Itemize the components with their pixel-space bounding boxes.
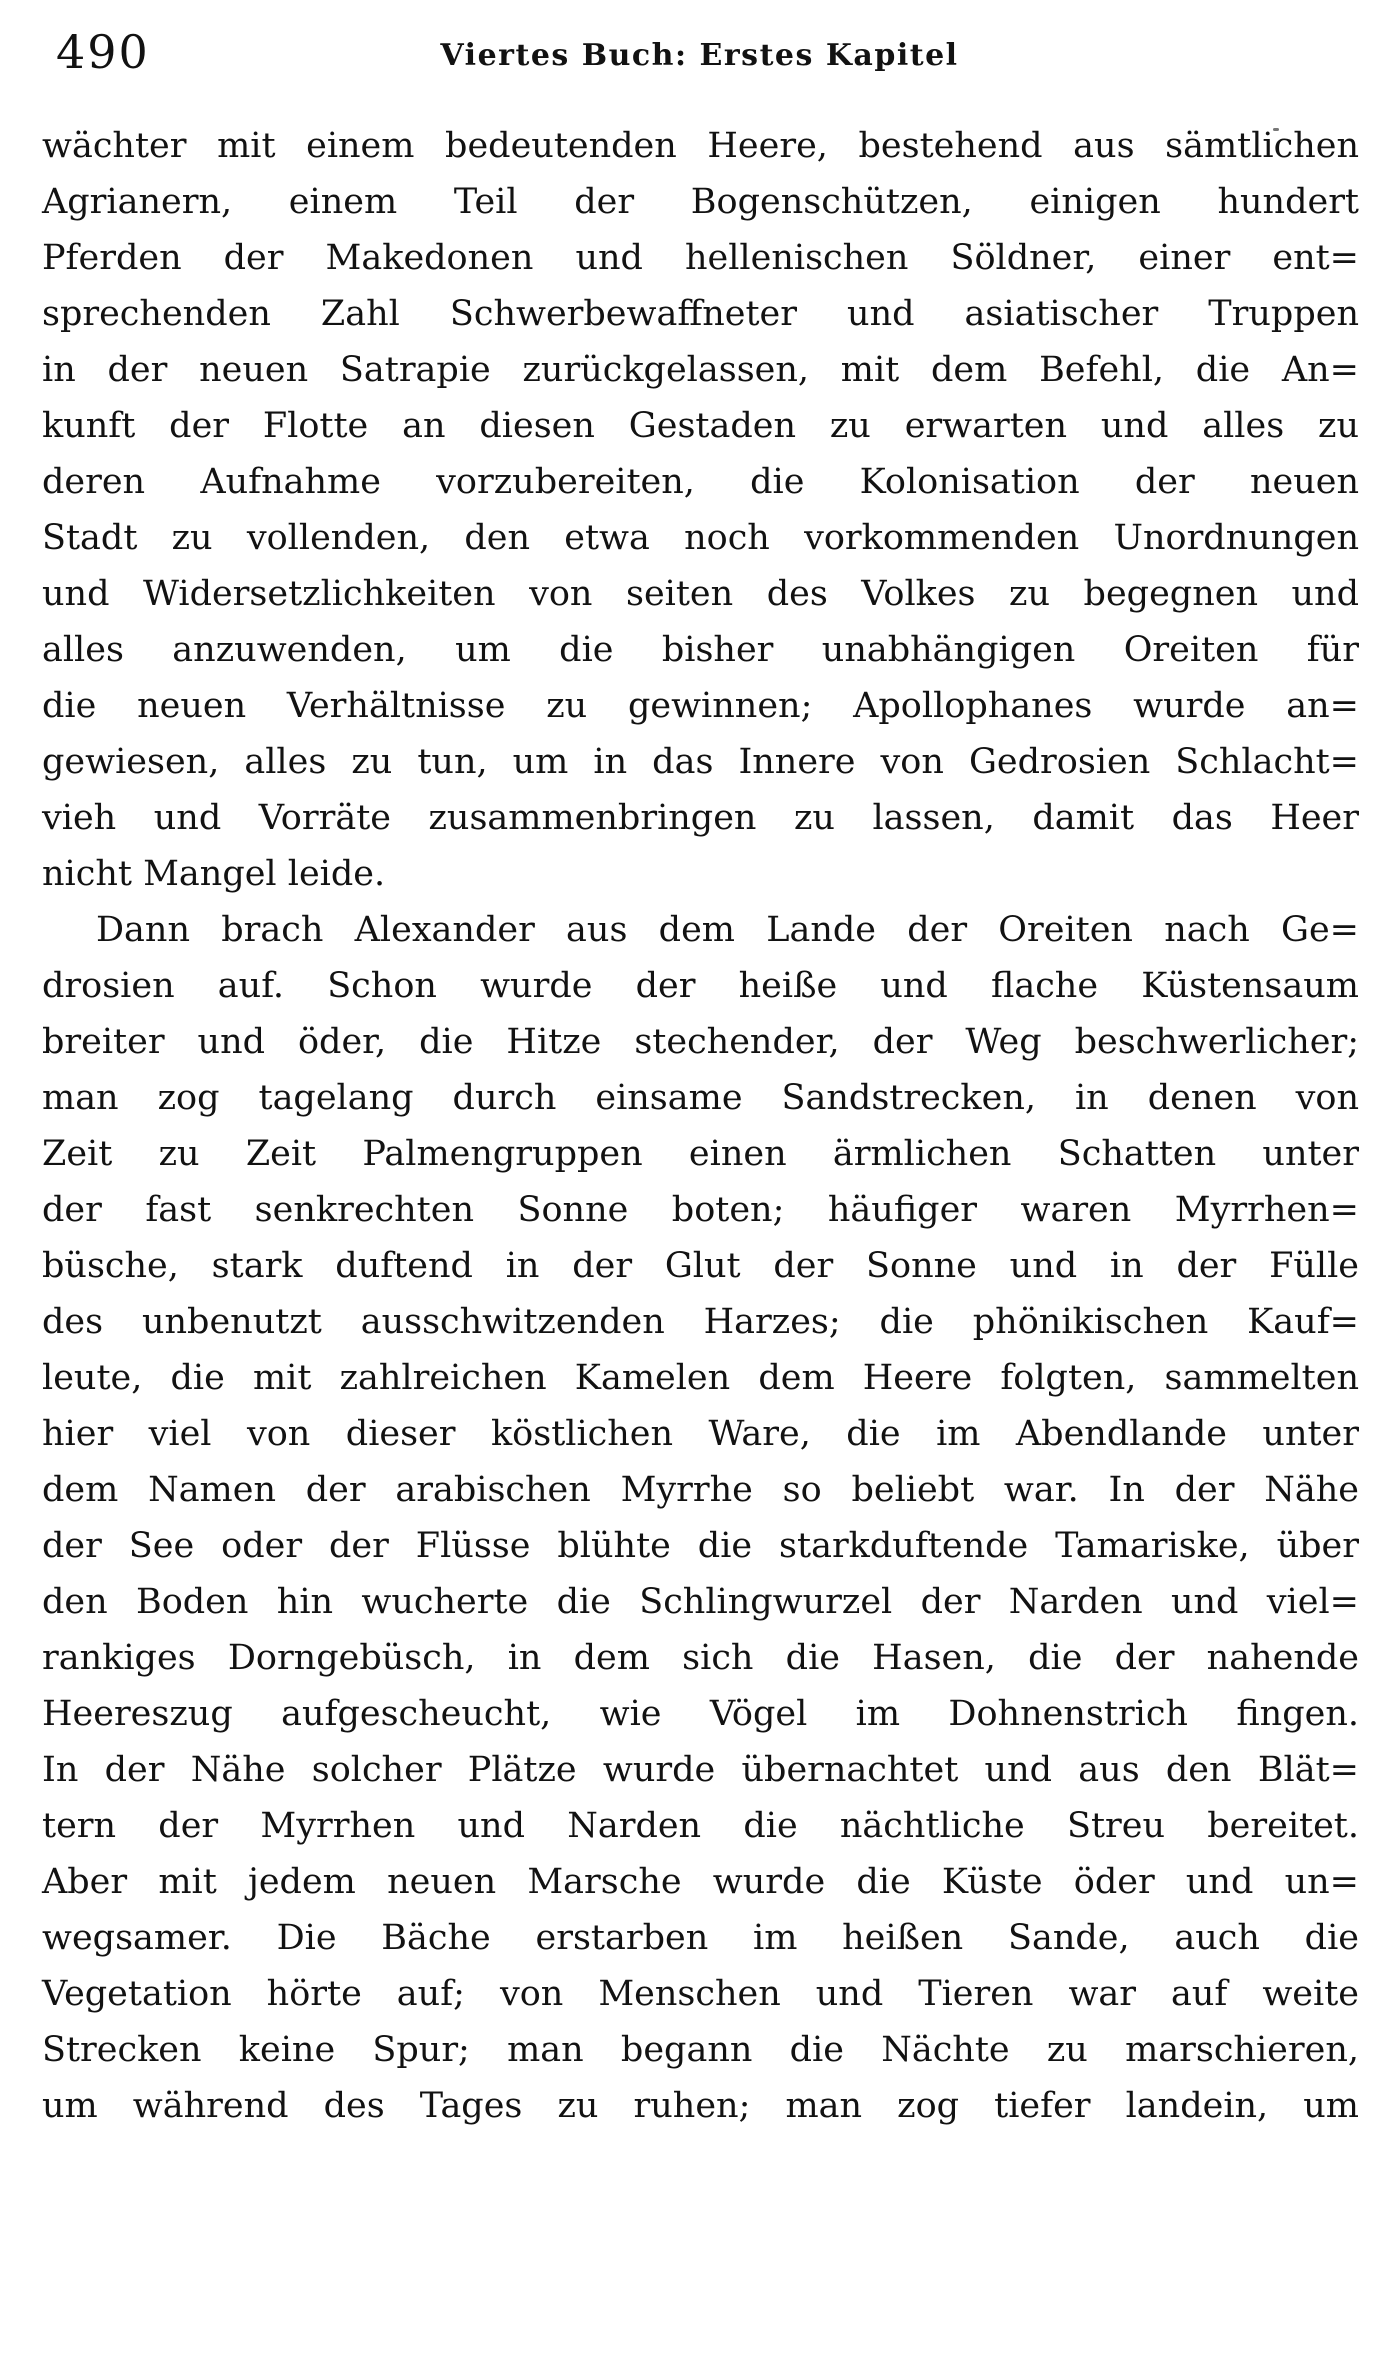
text-line: des unbenutzt ausschwitzenden Harzes; die phönikischen Kauf= — [42, 1302, 1359, 1342]
text-line: die neuen Verhältnisse zu gewinnen; Apollophanes wurde an= — [42, 686, 1359, 726]
text-line: dem Namen der arabischen Myrrhe so beliebt war. In der Nähe — [42, 1470, 1359, 1510]
text-line: Pferden der Makedonen und hellenischen Söldner, einer ent= — [42, 238, 1359, 278]
text-line: wegsamer. Die Bäche erstarben im heißen Sande, auch die — [42, 1918, 1359, 1958]
text-line: büsche, stark duftend in der Glut der Sonne und in der Fülle — [42, 1246, 1359, 1286]
text-line: drosien auf. Schon wurde der heiße und flache Küstensaum — [42, 966, 1359, 1006]
text-line: vieh und Vorräte zusammenbringen zu lassen, damit das Heer — [42, 798, 1359, 838]
text-line: der fast senkrechten Sonne boten; häufiger waren Myrrhen= — [42, 1190, 1359, 1230]
text-line: Agrianern, einem Teil der Bogenschützen, einigen hundert — [42, 182, 1359, 222]
text-line: gewiesen, alles zu tun, um in das Innere von Gedrosien Schlacht= — [42, 742, 1359, 782]
text-line: Strecken keine Spur; man begann die Nächte zu marschieren, — [42, 2030, 1359, 2070]
text-line: alles anzuwenden, um die bisher unabhängigen Oreiten für — [42, 630, 1359, 670]
text-line: man zog tagelang durch einsame Sandstrecken, in denen von — [42, 1078, 1359, 1118]
page-number: 490 — [56, 25, 150, 79]
text-line: leute, die mit zahlreichen Kamelen dem Heere folgten, sammelten — [42, 1358, 1359, 1398]
text-line: sprechenden Zahl Schwerbewaffneter und asiatischer Truppen — [42, 294, 1359, 334]
text-line: rankiges Dorngebüsch, in dem sich die Hasen, die der nahende — [42, 1638, 1359, 1678]
text-line: Zeit zu Zeit Palmengruppen einen ärmlichen Schatten unter — [42, 1134, 1359, 1174]
text-line: wächter mit einem bedeutenden Heere, bestehend aus sämtlichen — [42, 126, 1359, 166]
text-line: Heereszug aufgescheucht, wie Vögel im Dohnenstrich fingen. — [42, 1694, 1359, 1734]
text-line: breiter und öder, die Hitze stechender, der Weg beschwerlicher; — [42, 1022, 1359, 1062]
text-line: der See oder der Flüsse blühte die starkduftende Tamariske, über — [42, 1526, 1359, 1566]
text-line: Stadt zu vollenden, den etwa noch vorkommenden Unordnungen — [42, 518, 1359, 558]
text-line-paragraph-end: nicht Mangel leide. — [42, 854, 386, 894]
text-line: kunft der Flotte an diesen Gestaden zu erwarten und alles zu — [42, 406, 1359, 446]
text-line-paragraph-start: Dann brach Alexander aus dem Lande der Oreiten nach Ge= — [96, 910, 1359, 950]
text-line: deren Aufnahme vorzubereiten, die Kolonisation der neuen — [42, 462, 1359, 502]
text-line: den Boden hin wucherte die Schlingwurzel der Narden und viel= — [42, 1582, 1359, 1622]
text-line: hier viel von dieser köstlichen Ware, die im Abendlande unter — [42, 1414, 1359, 1454]
text-line: tern der Myrrhen und Narden die nächtliche Streu bereitet. — [42, 1806, 1359, 1846]
text-line: um während des Tages zu ruhen; man zog tiefer landein, um — [42, 2086, 1359, 2126]
text-line: Vegetation hörte auf; von Menschen und Tieren war auf weite — [42, 1974, 1359, 2014]
text-line: in der neuen Satrapie zurückgelassen, mit dem Befehl, die An= — [42, 350, 1359, 390]
text-line: und Widersetzlichkeiten von seiten des Volkes zu begegnen und — [42, 574, 1359, 614]
text-line: In der Nähe solcher Plätze wurde übernachtet und aus den Blät= — [42, 1750, 1359, 1790]
running-header: Viertes Buch: Erstes Kapitel — [440, 38, 959, 73]
text-line: Aber mit jedem neuen Marsche wurde die Küste öder und un= — [42, 1862, 1359, 1902]
page-body — [42, 118, 1359, 2134]
